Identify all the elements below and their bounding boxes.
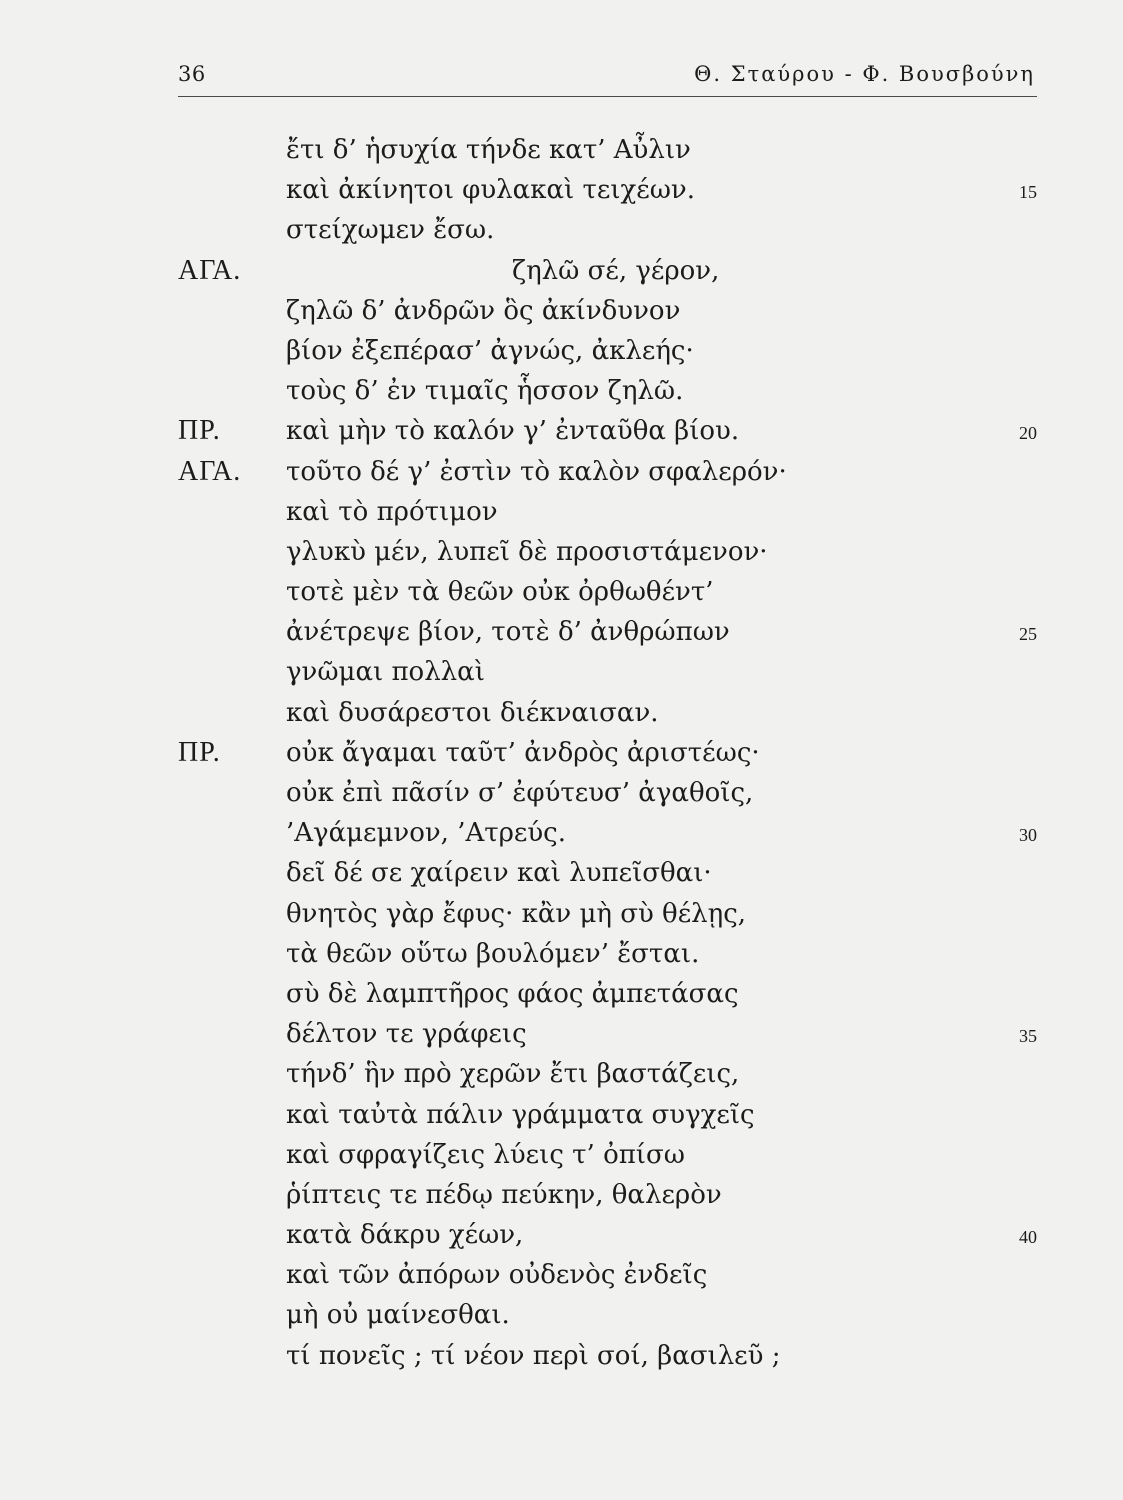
verse-text: τοτὲ μὲν τὰ θεῶν οὐκ ὀρθωθέντ’ (286, 577, 714, 608)
verse-text: καὶ σφραγίζεις λύεις τ’ ὀπίσω (286, 1139, 685, 1170)
verse-line (0, 693, 1123, 733)
verse-text: καὶ ταὐτὰ πάλιν γράμματα συγχεῖς (286, 1099, 755, 1130)
verse-block (0, 130, 1123, 1376)
verse-text: τοῦτο δέ γ’ ἐστὶν τὸ καλὸν σφαλερόν· (286, 456, 787, 487)
verse-text: τί πονεῖς ; τί νέον περὶ σοί, βασιλεῦ ; (286, 1340, 781, 1371)
verse-text: καὶ δυσάρεστοι διέκναισαν. (286, 697, 659, 728)
verse-text: ζηλῶ δ’ ἀνδρῶν ὃς ἀκίνδυνον (286, 295, 681, 326)
verse-line (0, 733, 1123, 773)
verse-line (0, 291, 1123, 331)
verse-line (0, 331, 1123, 371)
verse-line (0, 1295, 1123, 1335)
verse-text: καὶ ἀκίνητοι φυλακαὶ τειχέων. (286, 175, 696, 206)
verse-line (0, 974, 1123, 1014)
verse-line (0, 492, 1123, 532)
verse-line (0, 1135, 1123, 1175)
verse-line (0, 210, 1123, 250)
verse-text: μὴ οὐ μαίνεσθαι. (286, 1300, 510, 1331)
verse-line (0, 652, 1123, 692)
speaker-label: ΠΡ. (178, 736, 221, 768)
verse-text: ῥίπτεις τε πέδῳ πεύκην, θαλερὸν (286, 1179, 722, 1210)
verse-text: κατὰ δάκρυ χέων, (286, 1220, 524, 1251)
verse-text: ἀνέτρεψε βίον, τοτὲ δ’ ἀνθρώπων (286, 617, 730, 648)
verse-line (0, 170, 1123, 210)
verse-text: οὐκ ἄγαμαι ταῦτ’ ἀνδρὸς ἀριστέως· (286, 737, 760, 768)
speaker-label: ΑΓΑ. (178, 254, 242, 286)
verse-line (0, 452, 1123, 492)
verse-text: τοὺς δ’ ἐν τιμαῖς ἧσσον ζηλῶ. (286, 376, 684, 407)
verse-line (0, 130, 1123, 170)
verse-line (0, 612, 1123, 652)
verse-text: τὰ θεῶν οὕτω βουλόμεν’ ἔσται. (286, 938, 700, 969)
line-number: 20 (1019, 423, 1037, 444)
verse-line (0, 1014, 1123, 1054)
verse-text: οὐκ ἐπὶ πᾶσίν σ’ ἐφύτευσ’ ἀγαθοῖς, (286, 778, 754, 808)
verse-line (0, 773, 1123, 813)
verse-line (0, 1215, 1123, 1255)
verse-text: γλυκὺ μέν, λυπεῖ δὲ προσιστάμενον· (286, 536, 768, 567)
verse-text: γνῶμαι πολλαὶ (286, 657, 485, 688)
verse-text: ’Αγάμεμνον, ’Ατρεύς. (286, 818, 567, 849)
verse-text: καὶ μὴν τὸ καλόν γ’ ἐνταῦθα βίου. (286, 416, 740, 447)
page-number: 36 (178, 62, 206, 86)
header-rule (178, 96, 1037, 97)
verse-text: καὶ τὸ πρότιμον (286, 496, 498, 527)
verse-text: θνητὸς γὰρ ἔφυς· κἂν μὴ σὺ θέλῃς, (286, 898, 747, 929)
line-number: 30 (1019, 825, 1037, 846)
verse-line (0, 371, 1123, 411)
line-number: 25 (1019, 624, 1037, 645)
line-number: 15 (1019, 182, 1037, 203)
verse-line (0, 813, 1123, 853)
verse-line (0, 1255, 1123, 1295)
verse-line (0, 853, 1123, 893)
speaker-label: ΠΡ. (178, 415, 221, 447)
verse-line (0, 532, 1123, 572)
speaker-label: ΑΓΑ. (178, 455, 242, 487)
verse-line (0, 411, 1123, 451)
verse-text: δέλτον τε γράφεις (286, 1019, 527, 1050)
verse-line (0, 1175, 1123, 1215)
verse-line (0, 251, 1123, 291)
verse-text: δεῖ δέ σε χαίρειν καὶ λυπεῖσθαι· (286, 858, 712, 889)
verse-line (0, 1336, 1123, 1376)
verse-text: τήνδ’ ἣν πρὸ χερῶν ἔτι βαστάζεις, (286, 1059, 740, 1090)
running-head: Θ. Σταύρου - Φ. Βουσβούνη (694, 62, 1035, 86)
verse-line (0, 1054, 1123, 1094)
verse-line (0, 1095, 1123, 1135)
verse-line (0, 934, 1123, 974)
verse-text: βίον ἐξεπέρασ’ ἀγνώς, ἀκλεής· (286, 335, 694, 366)
verse-line (0, 572, 1123, 612)
verse-text: σὺ δὲ λαμπτῆρος φάος ἀμπετάσας (286, 978, 739, 1009)
line-number: 40 (1019, 1227, 1037, 1248)
line-number: 35 (1019, 1026, 1037, 1047)
verse-text: ζηλῶ σέ, γέρον, (512, 255, 720, 286)
verse-text: ἔτι δ’ ἡσυχία τήνδε κατ’ Αὖλιν (286, 135, 691, 165)
verse-text: καὶ τῶν ἀπόρων οὐδενὸς ἐνδεῖς (286, 1260, 708, 1291)
verse-line (0, 894, 1123, 934)
verse-text: στείχωμεν ἔσω. (286, 215, 495, 246)
